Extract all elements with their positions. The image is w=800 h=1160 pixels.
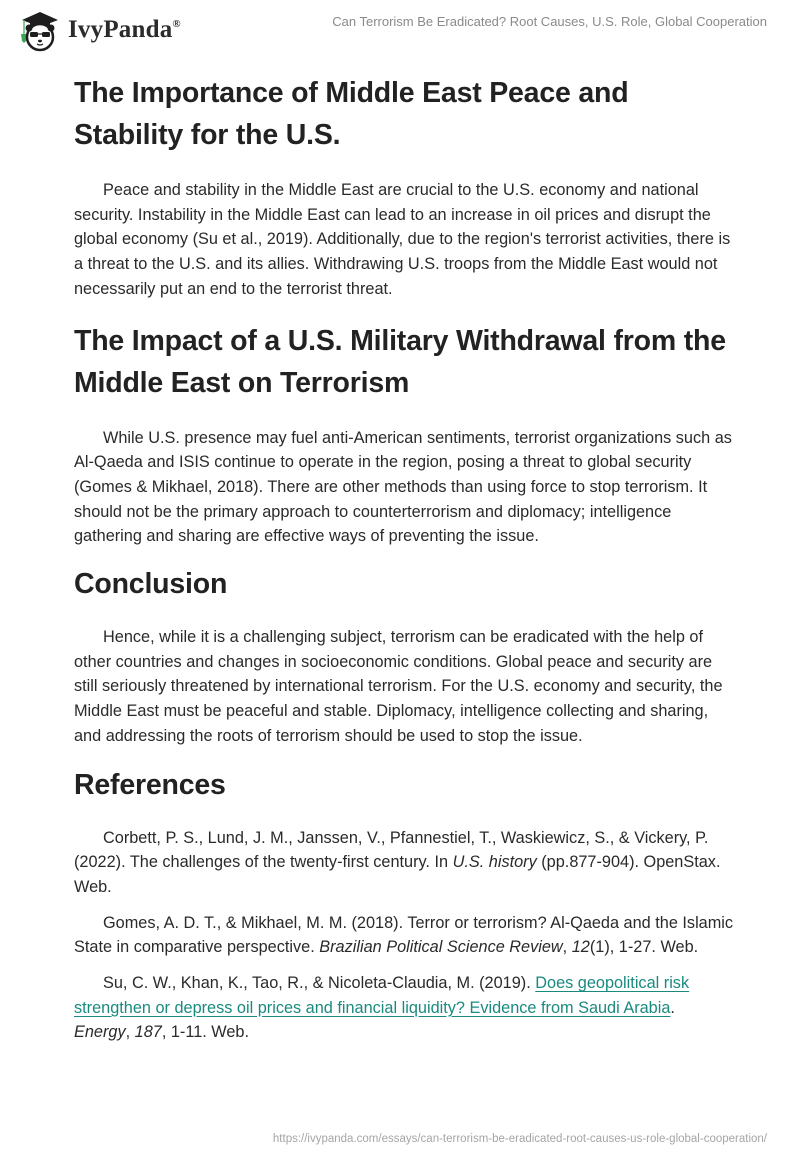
references-heading: References bbox=[74, 768, 226, 801]
reference-link-su[interactable]: Does geopolitical risk strengthen or depress oil prices and financial liquidity? Evidence from Saudi Arabia bbox=[74, 974, 690, 1017]
section-paragraph-importance: Peace and stability in the Middle East are crucial to the U.S. economy and national security. Instability in the Middle East can lead to an increase in oil prices and disrupt the global economy (Su et al., 2019). Additionally, due to the region's terrorist activities, there is a threat to the U.S. and its allies. Withdrawing U.S. troops from the Middle East would not necessarily put an end to the terrorist threat. bbox=[74, 181, 731, 298]
essay-body bbox=[74, 68, 734, 1045]
section-heading-importance: The Importance of Middle East Peace and Stability for the U.S. bbox=[74, 77, 629, 151]
section-paragraph-impact: While U.S. presence may fuel anti-American sentiments, terrorist organizations such as Al-Qaeda and ISIS continue to operate in the region, posing a threat to global security (Gomes & Mikhael, 2018). There are other methods than using force to stop terrorism. It should not be the primary approach to counterterrorism and diplomacy; intelligence gathering and sharing are effective ways of preventing the issue. bbox=[74, 428, 732, 546]
page-header bbox=[0, 0, 800, 54]
footer-source-url: https://ivypanda.com/essays/can-terrorism-be-eradicated-root-causes-us-role-global-cooperation/ bbox=[272, 1133, 767, 1145]
document-title: Can Terrorism Be Eradicated? Root Causes, U.S. Role, Global Cooperation bbox=[332, 14, 767, 29]
reference-item-corbett: Corbett, P. S., Lund, J. M., Janssen, V., Pfannestiel, T., Waskiewicz, S., & Vickery, P. (2022). The challenges of the twenty-first century. In U.S. history (pp.877-904). OpenStax. Web. bbox=[74, 828, 721, 896]
reference-item-gomes: Gomes, A. D. T., & Mikhael, M. M. (2018). Terror or terrorism? Al-Qaeda and the Islamic State in comparative perspective. Brazilian Political Science Review, 12(1), 1-27. Web. bbox=[74, 913, 734, 957]
section-heading-conclusion: Conclusion bbox=[74, 568, 228, 601]
logo-wordmark: IvyPanda® bbox=[68, 16, 181, 43]
section-heading-impact: The Impact of a U.S. Military Withdrawal from the Middle East on Terrorism bbox=[74, 324, 726, 399]
references-list bbox=[74, 826, 734, 1046]
section-paragraph-conclusion: Hence, while it is a challenging subject, terrorism can be eradicated with the help of other countries and changes in socioeconomic conditions. Global peace and security are still seriously threatened by international terrorism. For the U.S. economy and security, the Middle East must be peaceful and stable. Diplomacy, intelligence collecting and sharing, and addressing the roots of terrorism should be used to stop the issue. bbox=[74, 628, 723, 745]
ivypanda-logo[interactable] bbox=[18, 8, 181, 52]
panda-graduate-icon bbox=[18, 8, 62, 52]
reference-item-su: Su, C. W., Khan, K., Tao, R., & Nicoleta-Claudia, M. (2019). Does geopolitical risk strengthen or depress oil prices and financial liquidity? Evidence from Saudi Arabia. Energy, 187, 1-11. Web. bbox=[74, 974, 690, 1042]
